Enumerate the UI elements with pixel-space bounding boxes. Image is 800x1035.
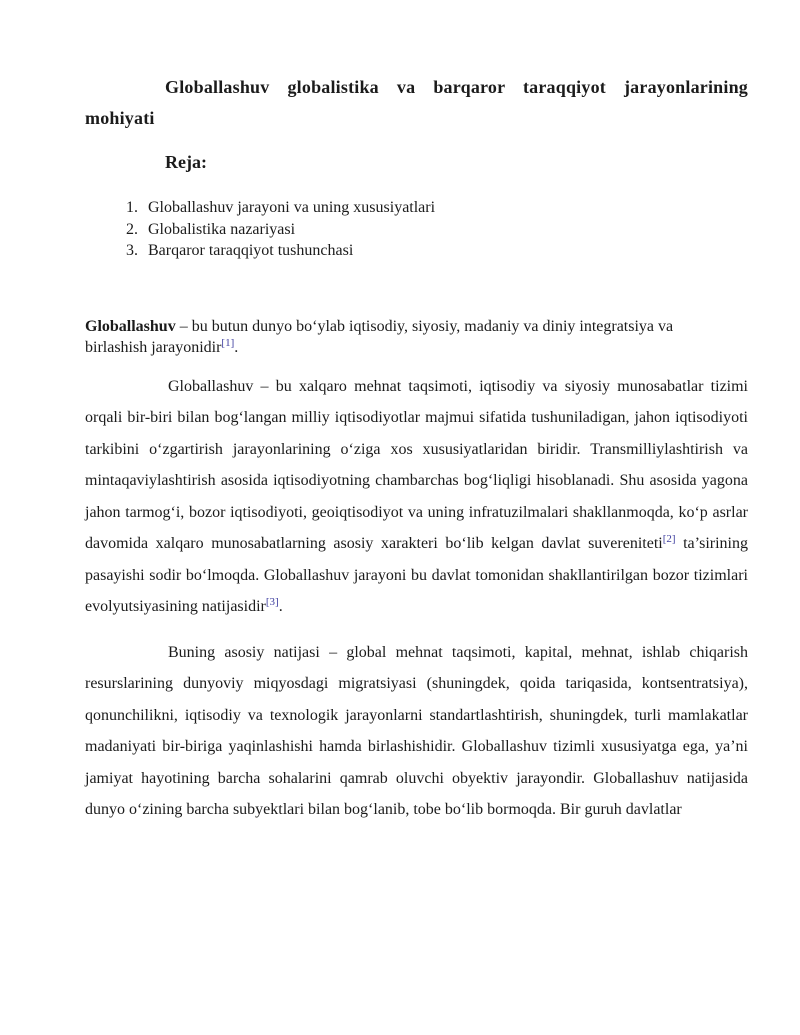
footnote-ref-link[interactable]: [1] bbox=[221, 337, 235, 349]
paragraph-body-2 bbox=[85, 637, 748, 826]
plan-heading: Reja: bbox=[165, 152, 207, 172]
text-segment: Buning asosiy natijasi – global mehnat taqsimoti, kapital, mehnat, ishlab chiqarish resurslarining dunyoviy miqyosdagi migratsiyasi (shuningdek, qoida tariqasida, kontsentratsiya), qonunchilikni, iqtisodiy va texnologik jarayonlarni standartlashtirish, shuningdek, turli mamlakatlar madaniyati bir-biriga yaqinlashishi hamda birlashishidir. Globallashuv tizimli xususiyatga ega, ya’ni jamiyat hayotining barcha sohalarini qamrab oluvchi obyektiv jarayondir. Globallashuv natijasida dunyo oʻzining barcha subyektlari bilan bogʻlanib, tobe boʻlib bormoqda. Bir guruh davlatlar bbox=[85, 643, 748, 818]
text-segment: Globallashuv – bu xalqaro mehnat taqsimoti, iqtisodiy va siyosiy munosabatlar tizimi orqali bir-biri bilan bogʻlangan milliy iqtisodiyotlar majmui sifatida tushuniladigan, jahon iqtisodiyoti tarkibini oʻzgartirish jarayonlarining oʻziga xos xususiyatlaridan biridir. Transmilliylashtirish va mintaqaviylashtirish asosida iqtisodiyotning chambarchas bogʻliqligi hisoblanadi. Shu asosida yagona jahon tarmogʻi, bozor iqtisodiyoti, geoiqtisodiyot va uning infratuzilmalari shakllanmoqda, koʻp asrlar davomida xalqaro munosabatlarning asosiy xarakteri boʻlib kelgan davlat suvereniteti bbox=[85, 377, 748, 552]
paragraph-definition bbox=[85, 316, 685, 359]
text-segment: ta’sirining pasayishi sodir boʻlmoqda. Globallashuv jarayoni bu davlat tomonidan shakllantirilgan bozor tizimlari evolyutsiyasining natijasidir bbox=[85, 535, 748, 615]
footnote-ref-link[interactable]: [3] bbox=[265, 596, 279, 608]
paragraph-body-1 bbox=[85, 371, 748, 623]
text-segment: Globallashuv bbox=[85, 317, 176, 335]
plan-item: 3. Barqaror taraqqiyot tushunchasi bbox=[142, 240, 748, 262]
text-segment: – bu butun dunyo boʻylab iqtisodiy, siyosiy, madaniy va diniy integratsiya va birlashish jarayonidir bbox=[85, 317, 674, 356]
document-title: Globallashuv globalistika va barqaror taraqqiyot jarayonlarining mohiyati bbox=[85, 77, 748, 128]
text-segment: . bbox=[278, 598, 283, 615]
text-segment: . bbox=[234, 339, 239, 356]
plan-item: 1. Globallashuv jarayoni va uning xususiyatlari bbox=[142, 197, 748, 219]
plan-item: 2. Globalistika nazariyasi bbox=[142, 219, 748, 241]
plan-list bbox=[85, 197, 748, 262]
footnote-ref-link[interactable]: [2] bbox=[662, 533, 676, 545]
